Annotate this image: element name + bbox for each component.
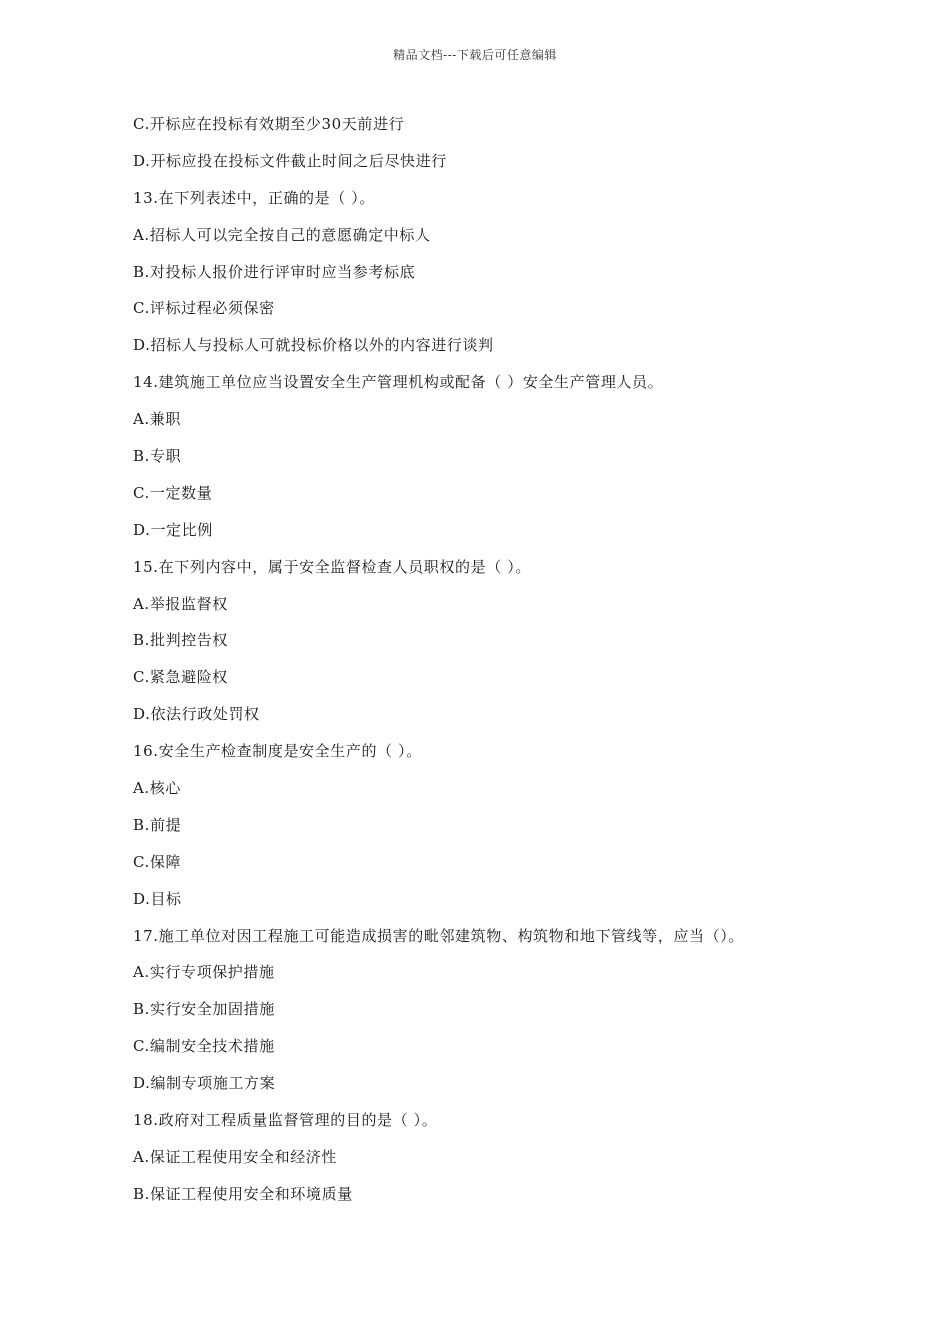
option-line: A.举报监督权 <box>133 594 228 613</box>
option-line: C.开标应在投标有效期至少30天前进行 <box>133 115 405 133</box>
option-line: B.专职 <box>133 447 182 466</box>
option-line: A.核心 <box>133 779 182 798</box>
document-body <box>133 112 893 1219</box>
question-line: 13.在下列表述中，正确的是（ ）。 <box>133 188 375 207</box>
option-line: C.一定数量 <box>133 483 213 502</box>
option-line: D.招标人与投标人可就投标价格以外的内容进行谈判 <box>133 336 494 355</box>
question-line: 15.在下列内容中，属于安全监督检查人员职权的是（ ）。 <box>133 557 531 576</box>
option-line: D.编制专项施工方案 <box>133 1074 276 1093</box>
option-line: A.兼职 <box>133 410 182 429</box>
option-line: C.评标过程必须保密 <box>133 299 275 318</box>
option-line: B.实行安全加固措施 <box>133 1000 275 1019</box>
question-line: 17.施工单位对因工程施工可能造成损害的毗邻建筑物、构筑物和地下管线等，应当（）。 <box>133 926 744 945</box>
option-line: A.招标人可以完全按自己的意愿确定中标人 <box>133 225 431 244</box>
option-line: B.前提 <box>133 815 182 834</box>
option-line: C.保障 <box>133 852 182 871</box>
option-line: D.目标 <box>133 889 182 908</box>
option-line: D.开标应投在投标文件截止时间之后尽快进行 <box>133 151 447 170</box>
option-line: C.紧急避险权 <box>133 668 228 687</box>
option-line: A.实行专项保护措施 <box>133 963 275 982</box>
option-line: A.保证工程使用安全和经济性 <box>133 1147 338 1166</box>
question-line: 16.安全生产检查制度是安全生产的（ ）。 <box>133 742 422 761</box>
option-line: C.编制安全技术措施 <box>133 1037 275 1056</box>
question-line: 14.建筑施工单位应当设置安全生产管理机构或配备（ ）安全生产管理人员。 <box>133 373 664 392</box>
question-line: 18.政府对工程质量监督管理的目的是（ ）。 <box>133 1111 438 1130</box>
option-line: B.对投标人报价进行评审时应当参考标底 <box>133 262 416 281</box>
option-line: D.依法行政处罚权 <box>133 705 260 724</box>
option-line: B.批判控告权 <box>133 631 228 650</box>
option-line: D.一定比例 <box>133 520 213 539</box>
page-header: 精品文档---下载后可任意编辑 <box>393 48 557 62</box>
option-line: B.保证工程使用安全和环境质量 <box>133 1184 353 1203</box>
